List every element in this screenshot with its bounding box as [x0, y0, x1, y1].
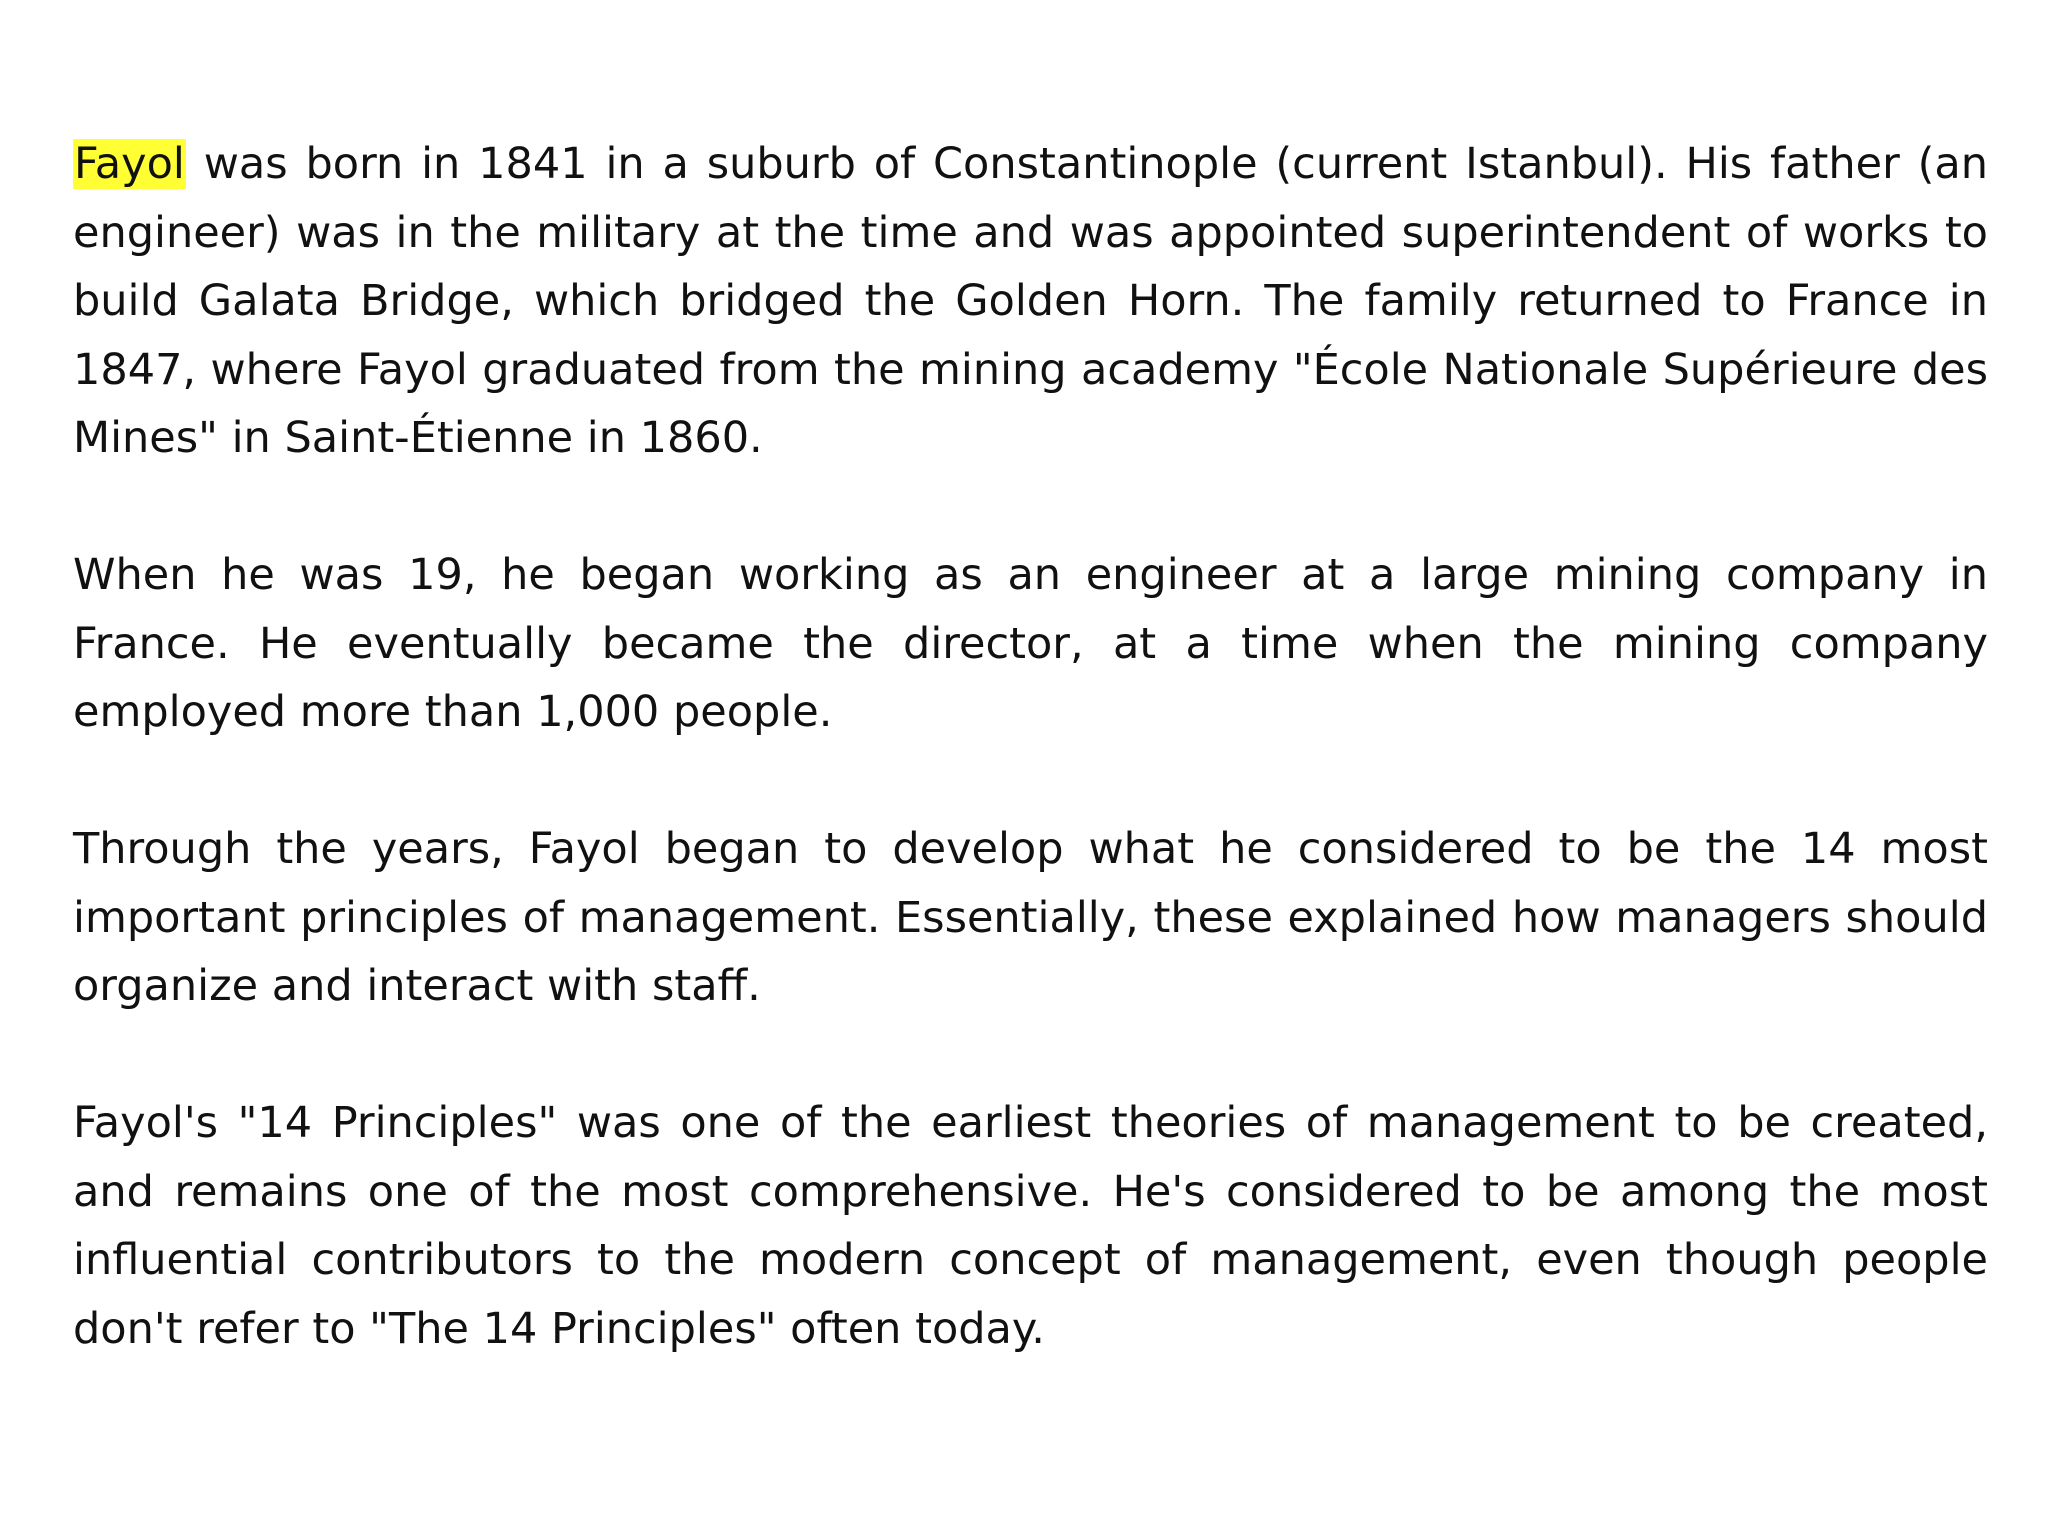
paragraph-birth-text: was born in 1841 in a suburb of Constantinople (current Istanbul). His father (an engineer) was in the military at the time and was appointed superintendent of works to build Galata Bridge, which bridged the Golden Horn. The family returned to France in 1847, where Fayol graduated from the mining academy "École Nationale Supérieure des Mines" in Saint-Étienne in 1860. [73, 139, 1988, 463]
paragraph-legacy: Fayol's "14 Principles" was one of the earliest theories of management to be created, and remains one of the most comprehensive. He's considered to be among the most influential contributors to the modern concept of management, even though people don't refer to "The 14 Principles" often today. [73, 1098, 1988, 1354]
paragraph-career: When he was 19, he began working as an engineer at a large mining company in France. He eventually became the director, at a time when the mining company employed more than 1,000 people. [73, 550, 1988, 737]
document-body [73, 130, 1988, 1363]
paragraph-birth [73, 130, 1988, 473]
paragraph-spacer [73, 747, 1988, 816]
paragraph-spacer [73, 473, 1988, 542]
paragraph-spacer [73, 1021, 1988, 1090]
paragraph-principles: Through the years, Fayol began to develop what he considered to be the 14 most important principles of management. Essentially, these explained how managers should organize and interact with staff. [73, 824, 1988, 1011]
highlighted-word[interactable]: Fayol [74, 139, 185, 189]
